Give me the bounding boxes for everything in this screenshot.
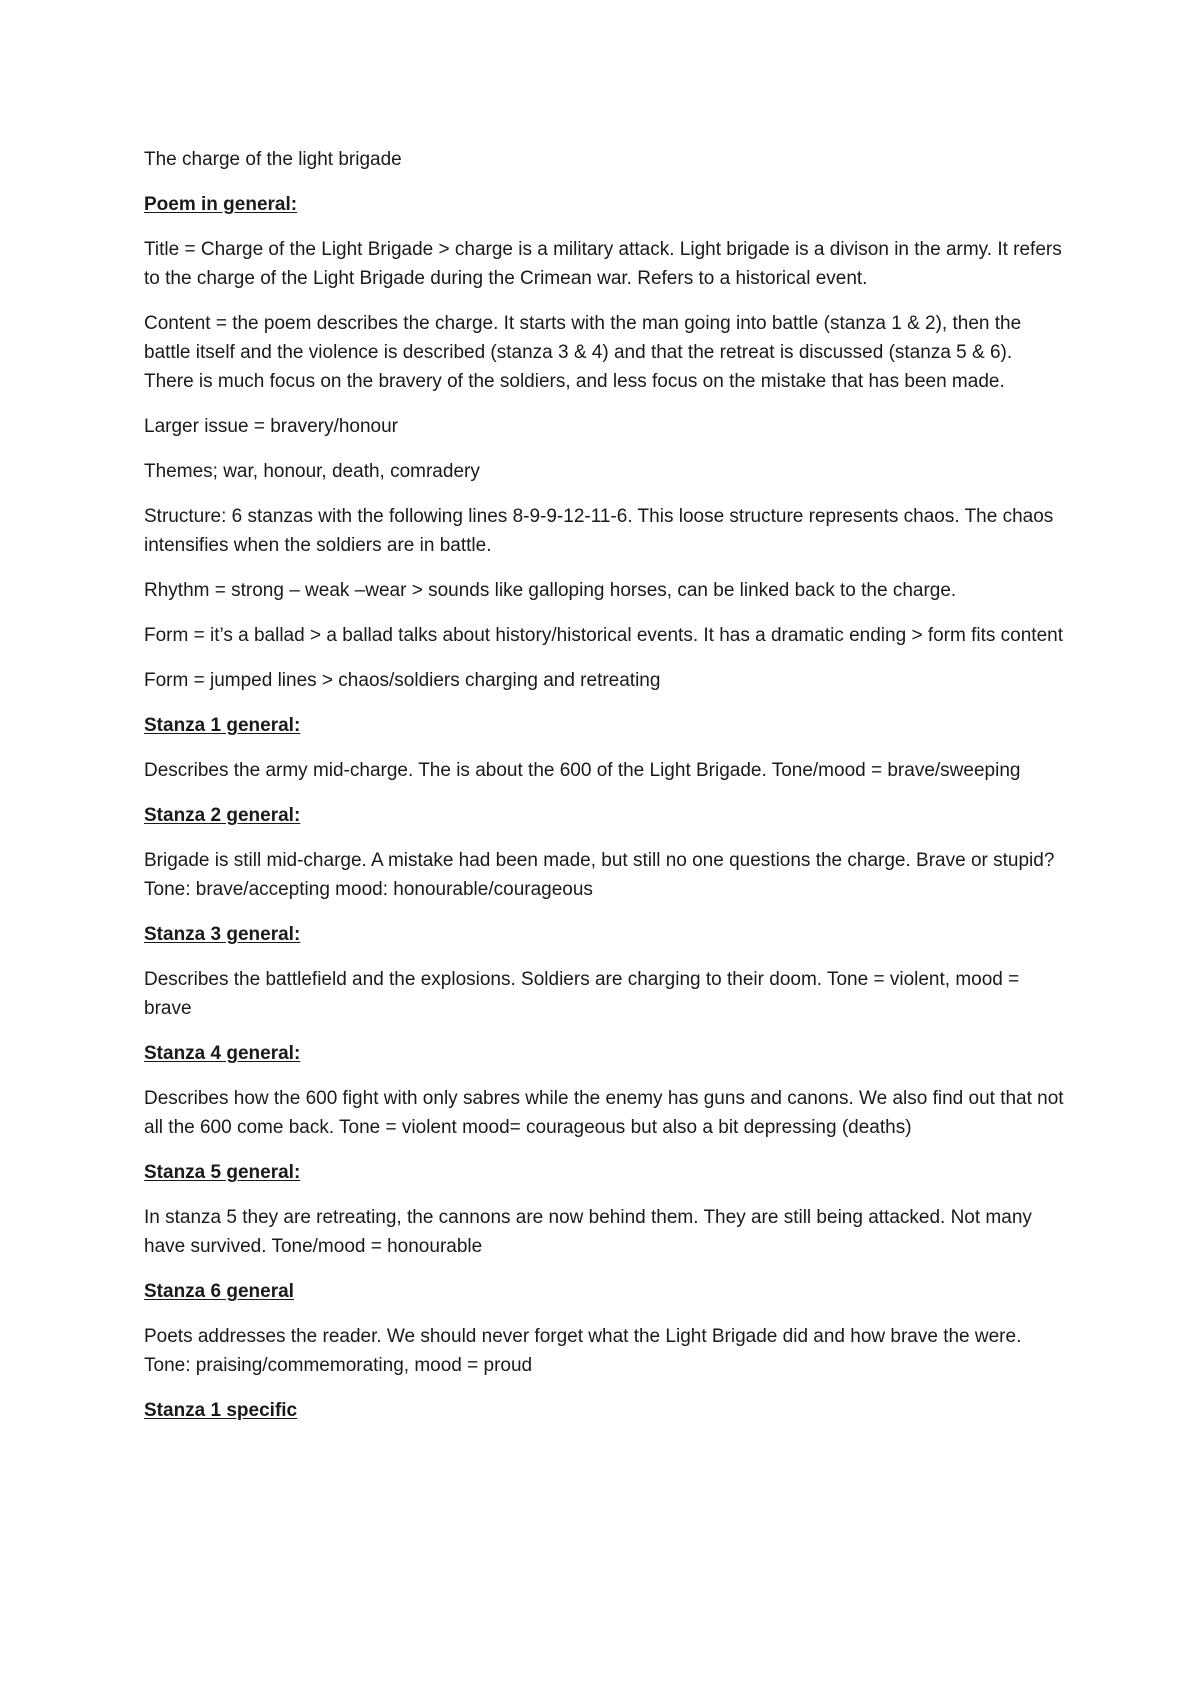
document-title: The charge of the light brigade xyxy=(144,149,402,170)
paragraph-title: Title = Charge of the Light Brigade > charge is a military attack. Light brigade is a divison in the army. It refers to the charge of the Light Brigade during the Crimean war. Refers to a historical event. xyxy=(144,239,1062,289)
paragraph-form-jumped-lines: Form = jumped lines > chaos/soldiers charging and retreating xyxy=(144,670,661,691)
paragraph-structure: Structure: 6 stanzas with the following lines 8-9-9-12-11-6. This loose structure represents chaos. The chaos intensifies when the soldiers are in battle. xyxy=(144,506,1054,556)
section-heading-stanza-3-general: Stanza 3 general: xyxy=(144,924,301,945)
section-heading-stanza-1-general: Stanza 1 general: xyxy=(144,715,301,736)
paragraph-themes: Themes; war, honour, death, comradery xyxy=(144,461,480,482)
document-body xyxy=(144,145,1064,1441)
paragraph-stanza-5-general: In stanza 5 they are retreating, the cannons are now behind them. They are still being attacked. Not many have survived. Tone/mood = honourable xyxy=(144,1207,1032,1257)
paragraph-stanza-6-general: Poets addresses the reader. We should never forget what the Light Brigade did and how brave the were. Tone: praising/commemorating, mood = proud xyxy=(144,1326,1022,1376)
paragraph-content: Content = the poem describes the charge. It starts with the man going into battle (stanza 1 & 2), then the battle itself and the violence is described (stanza 3 & 4) and that the retreat is discussed (stanza 5 & 6). There is much focus on the bravery of the soldiers, and less focus on the mistake that has been made. xyxy=(144,313,1022,392)
paragraph-stanza-4-general: Describes how the 600 fight with only sabres while the enemy has guns and canons. We also find out that not all the 600 come back. Tone = violent mood= courageous but also a bit depressing (deaths) xyxy=(144,1088,1064,1138)
paragraph-larger-issue: Larger issue = bravery/honour xyxy=(144,416,399,437)
paragraph-stanza-2-general: Brigade is still mid-charge. A mistake had been made, but still no one questions the charge. Brave or stupid? Tone: brave/accepting mood: honourable/courageous xyxy=(144,850,1055,900)
section-heading-stanza-1-specific: Stanza 1 specific xyxy=(144,1400,298,1421)
section-heading-stanza-6-general: Stanza 6 general xyxy=(144,1281,294,1302)
paragraph-form-ballad: Form = it’s a ballad > a ballad talks about history/historical events. It has a dramatic ending > form fits content xyxy=(144,625,1063,646)
section-heading-stanza-4-general: Stanza 4 general: xyxy=(144,1043,301,1064)
paragraph-stanza-3-general: Describes the battlefield and the explosions. Soldiers are charging to their doom. Tone = violent, mood = brave xyxy=(144,969,1020,1019)
section-heading-stanza-2-general: Stanza 2 general: xyxy=(144,805,301,826)
paragraph-stanza-1-general: Describes the army mid-charge. The is about the 600 of the Light Brigade. Tone/mood = brave/sweeping xyxy=(144,760,1021,781)
paragraph-rhythm: Rhythm = strong – weak –wear > sounds like galloping horses, can be linked back to the charge. xyxy=(144,580,957,601)
section-heading-stanza-5-general: Stanza 5 general: xyxy=(144,1162,301,1183)
section-heading-poem-general: Poem in general: xyxy=(144,194,298,215)
